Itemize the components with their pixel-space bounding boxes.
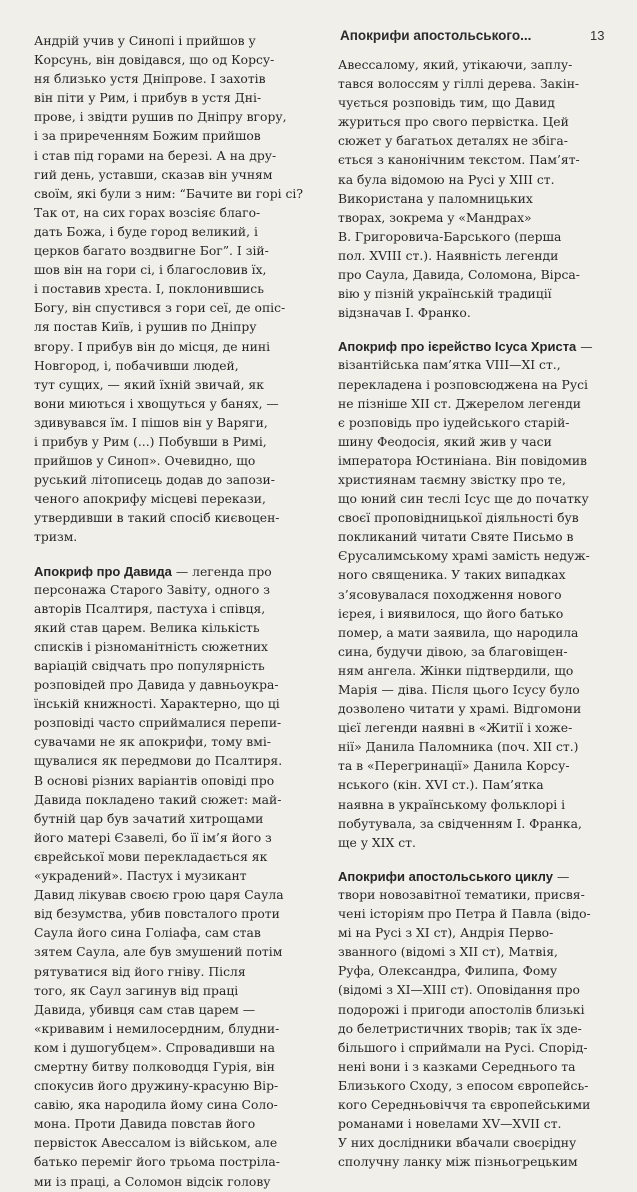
text-line: ком і душогубцем». Спровадивши на xyxy=(34,1040,276,1055)
page-number: 13 xyxy=(590,28,605,43)
text-line: і став під горами на березі. А на дру- xyxy=(34,148,277,163)
text-line: вгору. І прибув він до місця, де нині xyxy=(34,339,271,354)
text-line: Близького Сходу, з епосом європейсь- xyxy=(338,1078,589,1093)
text-line: Руфа, Олександра, Филипа, Фому xyxy=(338,964,558,979)
entry-heading: Апокрифи апостольського циклу xyxy=(338,868,554,884)
entry-apocrypha-david xyxy=(34,562,316,1192)
text-line: званного (відомі з XII ст), Матвія, xyxy=(338,945,558,960)
text-line: тався волоссям у гіллі дерева. Закін- xyxy=(338,77,580,92)
text-line: розповідей про Давида у давньоукра- xyxy=(34,678,279,693)
text-line: дать Божа, і буде город великий, і xyxy=(34,224,258,239)
text-line: сина, будучи дівою, за благовіщен- xyxy=(338,644,568,659)
text-line: і поставив хреста. І, поклонившись xyxy=(34,282,264,297)
paragraph-andrew-continuation xyxy=(34,32,316,548)
text-line: савію, яка народила йому сина Соло- xyxy=(34,1098,278,1113)
text-line: ми із праці, а Соломон відсік голову xyxy=(34,1174,271,1189)
text-line: нського (кін. XVI ст.). Пам’ятка xyxy=(338,778,544,793)
text-line: нені вони і з казками Середнього та xyxy=(338,1059,576,1074)
text-line: Богу, він спустився з гори сеї, де опіс- xyxy=(34,301,286,316)
text-line: вію у пізній українській традиції xyxy=(338,287,552,302)
text-line: і прибув у Рим (...) Побувши в Римі, xyxy=(34,434,267,449)
text-line: церков багато воздвигне Бог”. І зій- xyxy=(34,244,269,259)
text-line: гий день, уставши, сказав він учням xyxy=(34,167,273,182)
text-line: з’ясовувалася походження нового xyxy=(338,587,562,602)
text-line: персонажа Старого Завіту, одного з xyxy=(34,582,270,597)
text-line: кого Середньовіччя та європейськими xyxy=(338,1097,591,1112)
text-line: ще у XIX ст. xyxy=(338,835,416,850)
text-line: подорожі і пригоди апостолів близькі xyxy=(338,1002,585,1017)
right-column xyxy=(338,56,620,1172)
text-line: списків і різноманітність сюжетних xyxy=(34,639,269,654)
entry-lead: — xyxy=(553,869,570,884)
text-line: помер, а мати заявила, що народила xyxy=(338,625,579,640)
text-line: чується розповідь тим, що Давид xyxy=(338,96,555,111)
entry-first-line xyxy=(338,867,620,886)
entry-lead: — легенда про xyxy=(171,564,272,579)
text-line: сувачами не як апокрифи, тому вмі- xyxy=(34,735,271,750)
text-line: їнській книжності. Характерно, що ці xyxy=(34,697,280,712)
text-line: бутній цар був зачатий хитрощами xyxy=(34,811,264,826)
text-line: спокусив його дружину-красуню Вір- xyxy=(34,1079,279,1094)
text-line: (відомі з XI—XIII ст). Оповідання про xyxy=(338,983,580,998)
text-line: «укрaдений». Пастух і музикант xyxy=(34,869,247,884)
text-line: руський літописець додав до запози- xyxy=(34,473,275,488)
text-line: ченого апокрифу місцеві перекази, xyxy=(34,492,266,507)
text-line: первісток Авессалом із військом, але xyxy=(34,1136,278,1151)
text-line: тризм. xyxy=(34,530,78,545)
text-line: сюжет у багатьох деталях не збіга- xyxy=(338,134,568,149)
text-line: Марія — діва. Після цього Ісусу було xyxy=(338,683,580,697)
text-line: У них дослідники вбачали своєрідну xyxy=(338,1136,577,1151)
text-line: шов він на гори сі, і благословив їх, xyxy=(34,263,267,278)
text-line: Давид лікував своєю грою царя Саула xyxy=(34,888,284,903)
text-line: того, як Саул загинув від праці xyxy=(34,983,239,998)
running-head: Апокрифи апостольського... xyxy=(340,28,532,43)
text-line: який став царем. Велика кількість xyxy=(34,620,260,635)
entry-heading: Апокриф про Давида xyxy=(34,563,172,579)
text-line: прове, і звідти рушив по Дніпру вгору, xyxy=(34,110,287,125)
text-line: є розповідь про іудейського старій- xyxy=(338,415,570,430)
text-line: сполучну ланку між пізньогрецьким xyxy=(338,1155,578,1170)
text-line: ного священика. У таких випадках xyxy=(338,568,566,583)
text-line: єврейської мови перекладається як xyxy=(34,849,268,864)
text-line: здивувався їм. І пішов він у Варяги, xyxy=(34,415,268,430)
text-line: ня близько устя Дніпрове. І захотів xyxy=(34,72,266,87)
text-line: візантійська пам’ятка VIII—XI ст., xyxy=(338,358,561,373)
text-line: перекладена і розповсюджена на Русі xyxy=(338,377,588,392)
text-line: нії» Данила Паломника (поч. XII ст.) xyxy=(338,740,579,755)
text-line: батько переміг його трьома постріла- xyxy=(34,1155,280,1170)
text-line: тут сущих, — який їхній звичай, як xyxy=(34,377,264,392)
text-line: що юний син теслі Ісус ще до початку xyxy=(338,492,589,507)
text-line: до белетристичних творів; так їх зде- xyxy=(338,1021,582,1036)
text-line: більшого і сприймали на Русі. Спорід- xyxy=(338,1040,588,1055)
text-line: ля постав Київ, і рушив по Дніпру xyxy=(34,320,257,335)
text-line: твори новозавітної тематики, присвя- xyxy=(338,887,585,902)
text-line: В. Григоровича-Барського (перша xyxy=(338,229,562,244)
text-line: журиться про свого первістка. Цей xyxy=(338,115,569,130)
text-line: вони миються і хвощуться у банях, — xyxy=(34,396,279,411)
text-line: його матері Єзавелі, бо її ім’я його з xyxy=(34,830,272,845)
text-line: В основі різних варіантів оповіді про xyxy=(34,773,275,788)
text-line: пол. XVIII ст.). Наявність легенди xyxy=(338,248,559,263)
text-line: рятуватися від його гніву. Після xyxy=(34,964,246,979)
text-line: християнам таємну звістку про те, xyxy=(338,472,566,487)
text-line: не пізніше XII ст. Джерелом легенди xyxy=(338,396,581,411)
text-line: про Саула, Давида, Соломона, Вірса- xyxy=(338,268,580,283)
entry-heading: Апокриф про ієрейство Ісуса Христа xyxy=(338,339,577,355)
text-line: своїм, які були з ним: “Бачите ви горі сі? xyxy=(34,186,303,201)
text-line: Авессалому, який, утікаючи, заплу- xyxy=(338,58,573,72)
text-line: ка була відомою на Русі у XIII ст. xyxy=(338,172,555,187)
text-line: мона. Проти Давида повстав його xyxy=(34,1117,256,1132)
text-line: варіацій свідчать про популярність xyxy=(34,659,265,673)
entry-first-line xyxy=(338,337,620,356)
text-line: мі на Русі з XI ст), Андрія Перво- xyxy=(338,926,554,941)
text-line: відзначав І. Франко. xyxy=(338,306,471,321)
text-line: дозволено читати у храмі. Відгомони xyxy=(338,702,582,717)
left-column xyxy=(34,32,316,1192)
text-line: прийшов у Синоп». Очевидно, що xyxy=(34,454,256,469)
text-line: наявна в українському фольклорі і xyxy=(338,797,566,812)
entry-apocrypha-priesthood xyxy=(338,337,620,853)
text-line: та в «Перегринації» Данила Корсу- xyxy=(338,759,570,774)
text-line: авторів Псалтиря, пастуха і співця, xyxy=(34,601,266,616)
text-line: романами і новелами XV—XVII ст. xyxy=(338,1117,562,1132)
text-line: смертну битву полководця Гурія, він xyxy=(34,1059,275,1074)
text-line: імператора Юстиніана. Він повідомив xyxy=(338,453,587,468)
entry-lead: — xyxy=(576,340,593,355)
text-line: Корсунь, він довідався, що од Корсу- xyxy=(34,53,275,68)
text-line: зятем Саула, але був змушений потім xyxy=(34,945,283,960)
text-line: цієї легенди наявні в «Житії і хоже- xyxy=(338,721,573,736)
text-line: він піти у Рим, і прибув в устя Дні- xyxy=(34,91,262,106)
text-line: Новгород, і, побачивши людей, xyxy=(34,358,239,373)
text-line: покликаний читати Святе Письмо в xyxy=(338,530,574,545)
text-line: Використана у паломницьких xyxy=(338,191,533,206)
text-line: щувалися як передмови до Псалтиря. xyxy=(34,754,283,769)
text-line: «кривавим і немилосердним, блудни- xyxy=(34,1021,280,1036)
paragraph-david-continuation xyxy=(338,56,620,323)
text-line: Так от, на сих горах возсіяє благо- xyxy=(34,205,261,220)
text-line: творах, зокрема у «Мандрах» xyxy=(338,210,532,225)
text-line: розповіді часто сприймалися перепи- xyxy=(34,716,282,731)
text-line: шину Феодосія, який жив у часи xyxy=(338,434,552,449)
text-line: утвердивши в такий спосіб києвоцен- xyxy=(34,511,280,526)
text-line: Єрусалимському храмі замість недуж- xyxy=(338,549,590,564)
entry-apocrypha-apostolic xyxy=(338,867,620,1173)
text-line: Давида, убивця сам став царем — xyxy=(34,1002,256,1017)
text-line: своєї проповідницької діяльності був xyxy=(338,511,579,526)
text-line: Саула його сина Голіафа, сам став xyxy=(34,926,261,941)
text-line: Андрій учив у Синопі і прийшов у xyxy=(34,34,256,48)
text-line: побутувала, за свідченням І. Франка, xyxy=(338,816,582,831)
text-line: ієрея, і виявилося, що його батько xyxy=(338,606,564,621)
text-line: чені історіям про Петра й Павла (відо- xyxy=(338,907,591,922)
entry-first-line xyxy=(34,562,316,581)
text-line: Давида покладено такий сюжет: май- xyxy=(34,792,282,807)
text-line: ється з канонічним текстом. Пам’ят- xyxy=(338,153,580,168)
text-line: ням ангела. Жінки підтвердили, що xyxy=(338,663,574,678)
text-line: і за прирeченням Божим прийшов xyxy=(34,129,261,144)
text-line: від безумства, убив повсталого проти xyxy=(34,907,280,922)
